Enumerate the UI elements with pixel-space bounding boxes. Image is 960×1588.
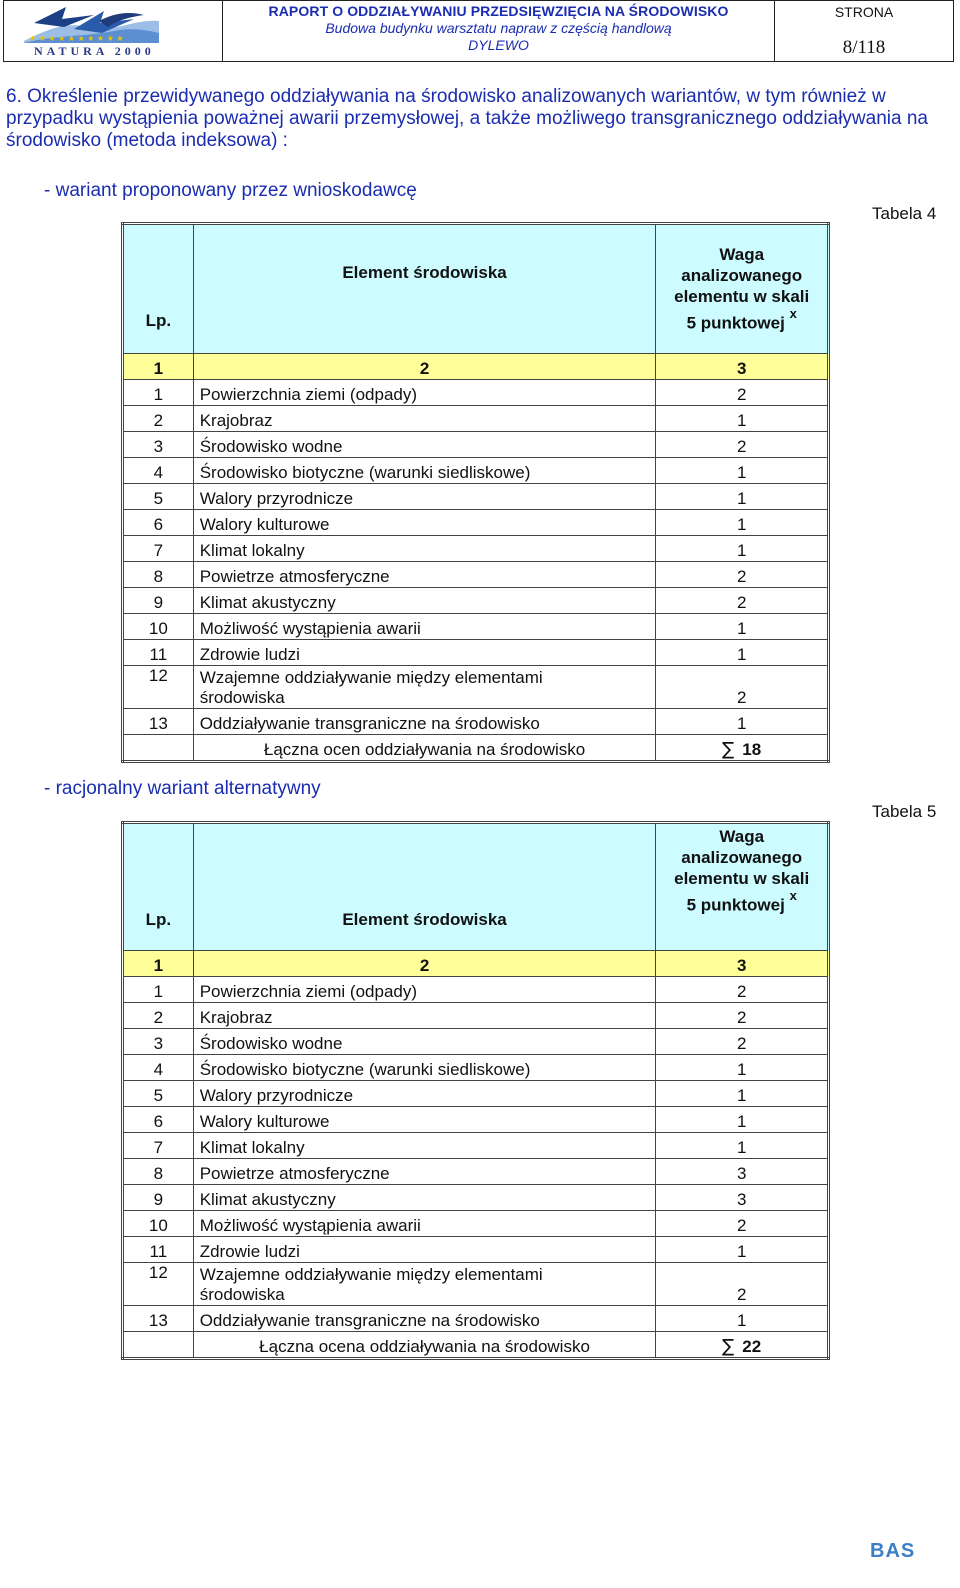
total-value: 18 [742, 740, 762, 759]
table-row [123, 1306, 829, 1332]
row-lp: 13 [123, 709, 194, 735]
row-element: Klimat lokalny [193, 1133, 656, 1159]
sum-icon: ∑ [722, 1336, 735, 1357]
row-lp: 2 [123, 406, 194, 432]
waga-line-2: analizowanego [681, 848, 803, 867]
column-number: 1 [123, 951, 194, 977]
row-weight: 1 [656, 1055, 829, 1081]
row-lp: 6 [123, 510, 194, 536]
header-element: Element środowiska [193, 224, 656, 354]
row-weight: 1 [656, 510, 829, 536]
row-lp: 7 [123, 1133, 194, 1159]
row-weight: 2 [656, 562, 829, 588]
row-element: Środowisko wodne [193, 1029, 656, 1055]
row-weight: 3 [656, 1185, 829, 1211]
row-element: Walory przyrodnicze [193, 484, 656, 510]
page-label: STRONA [834, 4, 894, 20]
row-lp: 1 [123, 977, 194, 1003]
waga-line-4-text: 5 punktowej [686, 895, 785, 915]
row-weight: 1 [656, 1133, 829, 1159]
column-number: 3 [656, 354, 829, 380]
total-label: Łączna ocena oddziaływania na środowisko [193, 1332, 656, 1359]
variant-alternative-heading: - racjonalny wariant alternatywny [44, 778, 321, 799]
row-lp: 1 [123, 380, 194, 406]
row-weight: 1 [656, 640, 829, 666]
row-lp: 3 [123, 432, 194, 458]
row-element: Powierzchnia ziemi (odpady) [193, 380, 656, 406]
row-lp: 5 [123, 484, 194, 510]
row-lp: 11 [123, 1237, 194, 1263]
row-lp: 9 [123, 1185, 194, 1211]
row-weight: 1 [656, 484, 829, 510]
row-element: Klimat akustyczny [193, 588, 656, 614]
table-row [123, 1237, 829, 1263]
table-row [123, 536, 829, 562]
report-title: RAPORT O ODDZIAŁYWANIU PRZEDSIĘWZIĘCIA NA ŚRODOWISKO [268, 3, 729, 19]
table-row [123, 1133, 829, 1159]
table-row [123, 588, 829, 614]
row-element: Krajobraz [193, 406, 656, 432]
table-header-row [123, 823, 829, 951]
total-empty-cell [123, 1332, 194, 1359]
row-element: Walory kulturowe [193, 1107, 656, 1133]
row-element: Walory kulturowe [193, 510, 656, 536]
waga-line-1: Waga [719, 827, 765, 846]
table-row [123, 380, 829, 406]
row-weight: 1 [656, 1107, 829, 1133]
row-element-line-1: Wzajemne oddziaływanie między elementami [199, 1265, 543, 1284]
table-row [123, 614, 829, 640]
table-row [123, 709, 829, 735]
row-lp: 2 [123, 1003, 194, 1029]
row-lp: 10 [123, 614, 194, 640]
row-lp: 12 [123, 1263, 194, 1306]
row-lp: 4 [123, 458, 194, 484]
table-row [123, 1263, 829, 1306]
header-lp: Lp. [123, 823, 194, 951]
row-element [193, 666, 656, 709]
waga-superscript: x [789, 888, 797, 903]
row-element: Możliwość wystąpienia awarii [193, 614, 656, 640]
column-number: 2 [193, 951, 656, 977]
waga-line-2: analizowanego [681, 266, 803, 286]
row-lp: 8 [123, 1159, 194, 1185]
row-weight: 2 [656, 1029, 829, 1055]
footer-mark: BAS [870, 1540, 916, 1562]
total-row [123, 735, 829, 762]
table-row [123, 562, 829, 588]
row-element: Powietrze atmosferyczne [193, 1159, 656, 1185]
row-element: Powietrze atmosferyczne [193, 562, 656, 588]
row-lp: 13 [123, 1306, 194, 1332]
row-lp: 11 [123, 640, 194, 666]
row-element: Klimat akustyczny [193, 1185, 656, 1211]
variant-proposed-heading: - wariant proponowany przez wnioskodawcę [44, 180, 417, 201]
row-lp: 6 [123, 1107, 194, 1133]
row-element: Powierzchnia ziemi (odpady) [193, 977, 656, 1003]
row-weight: 1 [656, 458, 829, 484]
row-lp: 5 [123, 1081, 194, 1107]
row-element: Oddziaływanie transgraniczne na środowisko [193, 709, 656, 735]
row-weight: 1 [656, 1237, 829, 1263]
row-weight: 3 [656, 1159, 829, 1185]
row-weight: 2 [656, 1263, 829, 1306]
column-number: 2 [193, 354, 656, 380]
row-weight: 1 [656, 1081, 829, 1107]
header-lp: Lp. [123, 224, 194, 354]
project-location: DYLEWO [468, 37, 529, 53]
waga-line-3: elementu w skali [674, 287, 810, 307]
column-number-row [123, 951, 829, 977]
section-heading: 6. Określenie przewidywanego oddziaływania na środowisko analizowanych wariantów, w tym również w przypadku wystąpienia poważnej awarii przemysłowej, a także możliwego transgranicznego oddziaływania na środowisko (metoda indeksowa) : [6, 86, 928, 151]
row-element: Oddziaływanie transgraniczne na środowisko [193, 1306, 656, 1332]
table-row [123, 1159, 829, 1185]
total-row [123, 1332, 829, 1359]
total-empty-cell [123, 735, 194, 762]
table-header-row [123, 224, 829, 354]
table-row [123, 1081, 829, 1107]
total-value: 22 [742, 1337, 762, 1356]
total-cell [656, 735, 829, 762]
page-header [3, 0, 954, 62]
row-element: Klimat lokalny [193, 536, 656, 562]
header-element: Element środowiska [193, 823, 656, 951]
table-row [123, 1029, 829, 1055]
table-4-label: Tabela 4 [872, 204, 937, 223]
table-row [123, 406, 829, 432]
row-element: Zdrowie ludzi [193, 640, 656, 666]
waga-line-3: elementu w skali [674, 869, 810, 888]
row-lp: 10 [123, 1211, 194, 1237]
logo-text: NATURA 2000 [34, 44, 155, 58]
table-row [123, 458, 829, 484]
row-element: Środowisko wodne [193, 432, 656, 458]
svg-text:★ ★ ★ ★ ★ ★ ★ ★ ★ ★: ★ ★ ★ ★ ★ ★ ★ ★ ★ ★ [29, 34, 124, 43]
row-weight: 1 [656, 536, 829, 562]
waga-line-4 [656, 889, 827, 916]
row-lp: 12 [123, 666, 194, 709]
row-weight: 2 [656, 666, 829, 709]
table-row [123, 510, 829, 536]
table-row [123, 1211, 829, 1237]
row-element: Środowisko biotyczne (warunki siedliskowe) [193, 1055, 656, 1081]
table-5-label: Tabela 5 [872, 802, 937, 821]
table-row [123, 666, 829, 709]
row-element: Walory przyrodnicze [193, 1081, 656, 1107]
column-number: 3 [656, 951, 829, 977]
row-element: Krajobraz [193, 1003, 656, 1029]
row-weight: 1 [656, 406, 829, 432]
table-row [123, 484, 829, 510]
table-row [123, 1055, 829, 1081]
row-element: Zdrowie ludzi [193, 1237, 656, 1263]
table-alternative-variant [121, 821, 830, 1360]
row-weight: 1 [656, 1306, 829, 1332]
row-lp: 7 [123, 536, 194, 562]
column-number: 1 [123, 354, 194, 380]
total-label: Łączna ocen oddziaływania na środowisko [193, 735, 656, 762]
table-row [123, 1003, 829, 1029]
header-title-block [223, 1, 775, 61]
natura-2000-logo [4, 1, 223, 61]
waga-line-1: Waga [719, 245, 765, 265]
table-row [123, 432, 829, 458]
table-row [123, 640, 829, 666]
row-weight: 2 [656, 977, 829, 1003]
row-weight: 2 [656, 588, 829, 614]
row-element-line-1: Wzajemne oddziaływanie między elementami [199, 668, 543, 687]
header-waga [656, 224, 829, 354]
row-weight: 2 [656, 1003, 829, 1029]
waga-line-4 [656, 307, 827, 334]
page-number: 8/118 [842, 37, 886, 58]
row-weight: 1 [656, 709, 829, 735]
header-waga [656, 823, 829, 951]
page-number-block [775, 1, 953, 61]
column-number-row [123, 354, 829, 380]
total-cell [656, 1332, 829, 1359]
row-element-line-2: środowiska [199, 1285, 285, 1304]
row-weight: 2 [656, 432, 829, 458]
row-lp: 3 [123, 1029, 194, 1055]
row-element [193, 1263, 656, 1306]
table-row [123, 977, 829, 1003]
row-element: Środowisko biotyczne (warunki siedliskowe) [193, 458, 656, 484]
row-lp: 8 [123, 562, 194, 588]
table-row [123, 1185, 829, 1211]
project-subtitle: Budowa budynku warsztatu napraw z częścią handlową [325, 20, 672, 36]
row-lp: 4 [123, 1055, 194, 1081]
table-row [123, 1107, 829, 1133]
row-element: Możliwość wystąpienia awarii [193, 1211, 656, 1237]
waga-superscript: x [789, 306, 797, 322]
row-weight: 2 [656, 380, 829, 406]
row-weight: 1 [656, 614, 829, 640]
row-weight: 2 [656, 1211, 829, 1237]
sum-icon: ∑ [722, 739, 735, 760]
row-element-line-2: środowiska [199, 688, 285, 707]
table-proposed-variant [121, 222, 830, 763]
waga-line-4-text: 5 punktowej [686, 313, 785, 333]
row-lp: 9 [123, 588, 194, 614]
